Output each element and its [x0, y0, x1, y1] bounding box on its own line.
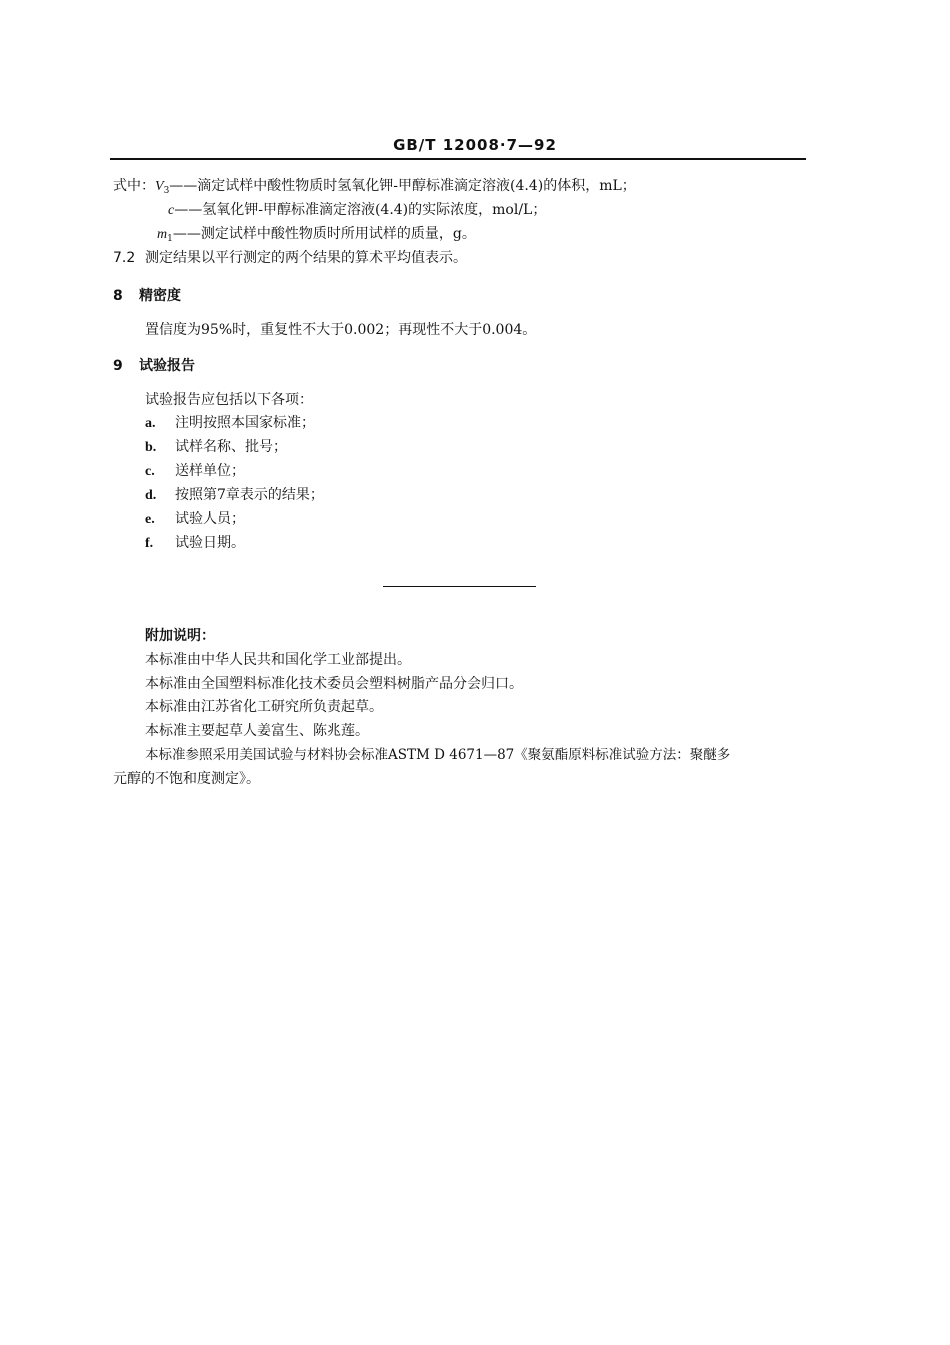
- v3-description: ——滴定试样中酸性物质时氢氧化钾-甲醇标准滴定溶液(4.4)的体积，mL；: [169, 178, 636, 194]
- standard-code-header: GB/T 12008·7—92: [393, 136, 557, 154]
- additional-note-last-line: 元醇的不饱和度测定》。: [113, 771, 260, 787]
- section-9-number: 9: [113, 358, 123, 374]
- list-item: [145, 509, 245, 530]
- section-9-heading: [113, 356, 195, 376]
- list-item-letter: d.: [145, 488, 157, 503]
- list-item-text: 注明按照本国家标准；: [175, 415, 315, 431]
- section-9-title: 试验报告: [139, 358, 195, 374]
- list-item-letter: c.: [145, 464, 155, 479]
- m1-symbol: m: [157, 227, 168, 242]
- list-item-text: 按照第7章表示的结果；: [175, 487, 324, 503]
- list-item: [145, 461, 245, 482]
- list-item-text: 试样名称、批号；: [175, 439, 287, 455]
- additional-note-line: 本标准由中华人民共和国化学工业部提出。: [145, 652, 411, 668]
- v3-symbol: V: [155, 179, 164, 194]
- end-of-text-rule: [383, 586, 536, 587]
- formula-intro: 式中：: [113, 178, 155, 194]
- list-item-text: 试验人员；: [175, 511, 245, 527]
- c-symbol: c: [168, 203, 175, 218]
- formula-note-m1: [157, 224, 476, 249]
- list-item: [145, 413, 315, 434]
- additional-note-line: 本标准由全国塑料标准化技术委员会塑料树脂产品分会归口。: [145, 676, 523, 692]
- additional-note-line: 本标准由江苏省化工研究所负责起草。: [145, 699, 383, 715]
- section-8-text: 置信度为95%时，重复性不大于0.002；再现性不大于0.004。: [145, 322, 537, 338]
- c-description: ——氢氧化钾-甲醇标准滴定溶液(4.4)的实际浓度，mol/L；: [174, 202, 547, 218]
- section-9-intro: 试验报告应包括以下各项：: [145, 392, 313, 408]
- v3-subscript: 3: [163, 186, 170, 196]
- list-item-letter: b.: [145, 440, 157, 455]
- clause-7-2-number: 7.2: [113, 250, 136, 266]
- additional-notes-title: 附加说明：: [145, 628, 215, 644]
- clause-7-2: [113, 248, 467, 268]
- additional-note-line: 本标准参照采用美国试验与材料协会标准ASTM D 4671—87《聚氨酯原料标准试验方法：聚醚多: [145, 747, 731, 763]
- list-item-text: 送样单位；: [175, 463, 245, 479]
- formula-note-v3: [113, 176, 636, 201]
- section-8-title: 精密度: [139, 288, 181, 304]
- clause-7-2-text: 测定结果以平行测定的两个结果的算术平均值表示。: [145, 250, 467, 266]
- additional-note-line: 本标准主要起草人姜富生、陈兆莲。: [145, 723, 369, 739]
- header-rule: [110, 158, 806, 160]
- list-item-letter: f.: [145, 536, 154, 551]
- list-item-text: 试验日期。: [175, 535, 245, 551]
- m1-subscript: 1: [167, 234, 173, 244]
- formula-note-c: [168, 200, 546, 221]
- m1-description: ——测定试样中酸性物质时所用试样的质量，g。: [172, 226, 476, 242]
- list-item: [145, 437, 287, 458]
- list-item: [145, 533, 245, 554]
- list-item-letter: e.: [145, 512, 155, 527]
- list-item-letter: a.: [145, 416, 156, 431]
- list-item: [145, 485, 324, 506]
- section-8-number: 8: [113, 288, 123, 304]
- section-8-heading: [113, 286, 181, 306]
